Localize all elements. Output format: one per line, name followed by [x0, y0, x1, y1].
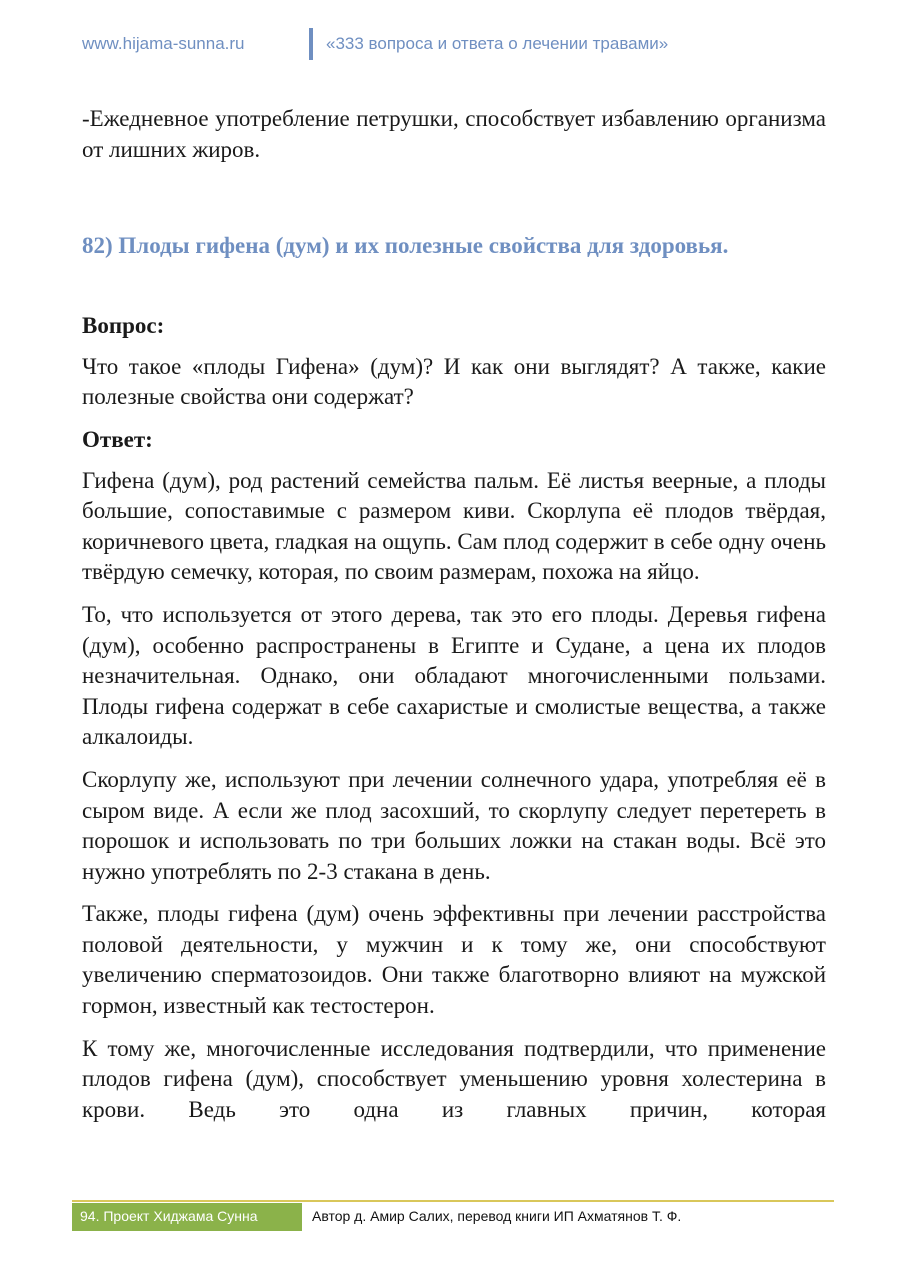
answer-paragraph-4: Также, плоды гифена (дум) очень эффективны при лечении расстройства половой деятельности, у мужчин и к тому же, они способствуют увеличению сперматозоидов. Они также благотворно влияют на мужской гормон, известный как тестостерон. — [82, 901, 826, 1019]
site-url[interactable]: www.hijama-sunna.ru — [82, 34, 245, 53]
page-content — [82, 104, 826, 1137]
question-text: Что такое «плоды Гифена» (дум)? И как они выглядят? А также, какие полезные свойства они содержат? — [82, 353, 826, 410]
footer-page-label: 94. Проект Хиджама Сунна — [72, 1203, 302, 1231]
book-title: «333 вопроса и ответа о лечении травами» — [326, 34, 669, 53]
footer-divider — [72, 1200, 834, 1202]
answer-paragraph-3: Скорлупу же, используют при лечении солнечного удара, употребляя её в сыром виде. А если же плод засохший, то скорлупу следует перетереть в порошок и использовать по три больших ложки на стакан воды. Всё это нужно употреблять по 2-3 стакана в день. — [82, 766, 826, 884]
intro-paragraph: -Ежедневное употребление петрушки, способствует избавлению организма от лишних жиров. — [82, 106, 826, 162]
header-divider — [309, 28, 313, 60]
answer-label: Ответ: — [82, 426, 153, 452]
page-footer — [72, 1203, 834, 1233]
page-header — [82, 28, 826, 62]
question-label: Вопрос: — [82, 313, 165, 339]
section-title: 82) Плоды гифена (дум) и их полезные свойства для здоровья. — [82, 233, 729, 259]
answer-paragraph-2: То, что используется от этого дерева, так это его плоды. Деревья гифена (дум), особенно распространены в Египте и Судане, а цена их плодов незначительная. Однако, они обладают многочисленными пользами. Плоды гифена содержат в себе сахаристые и смолистые вещества, а также алкалоиды. — [82, 601, 826, 750]
answer-paragraph-5: К тому же, многочисленные исследования подтвердили, что применение плодов гифена (дум), способствует уменьшению уровня холестерина в крови. Ведь это одна из главных причин, которая — [82, 1035, 826, 1122]
answer-paragraph-1: Гифена (дум), род растений семейства пальм. Её листья веерные, а плоды большие, сопоставимые с размером киви. Скорлупа её плодов твёрдая, коричневого цвета, гладкая на ощупь. Сам плод содержит в себе одну очень твёрдую семечку, которая, по своим размерам, похожа на яйцо. — [82, 467, 826, 585]
footer-author: Автор д. Амир Салих, перевод книги ИП Ахматянов Т. Ф. — [312, 1208, 682, 1224]
